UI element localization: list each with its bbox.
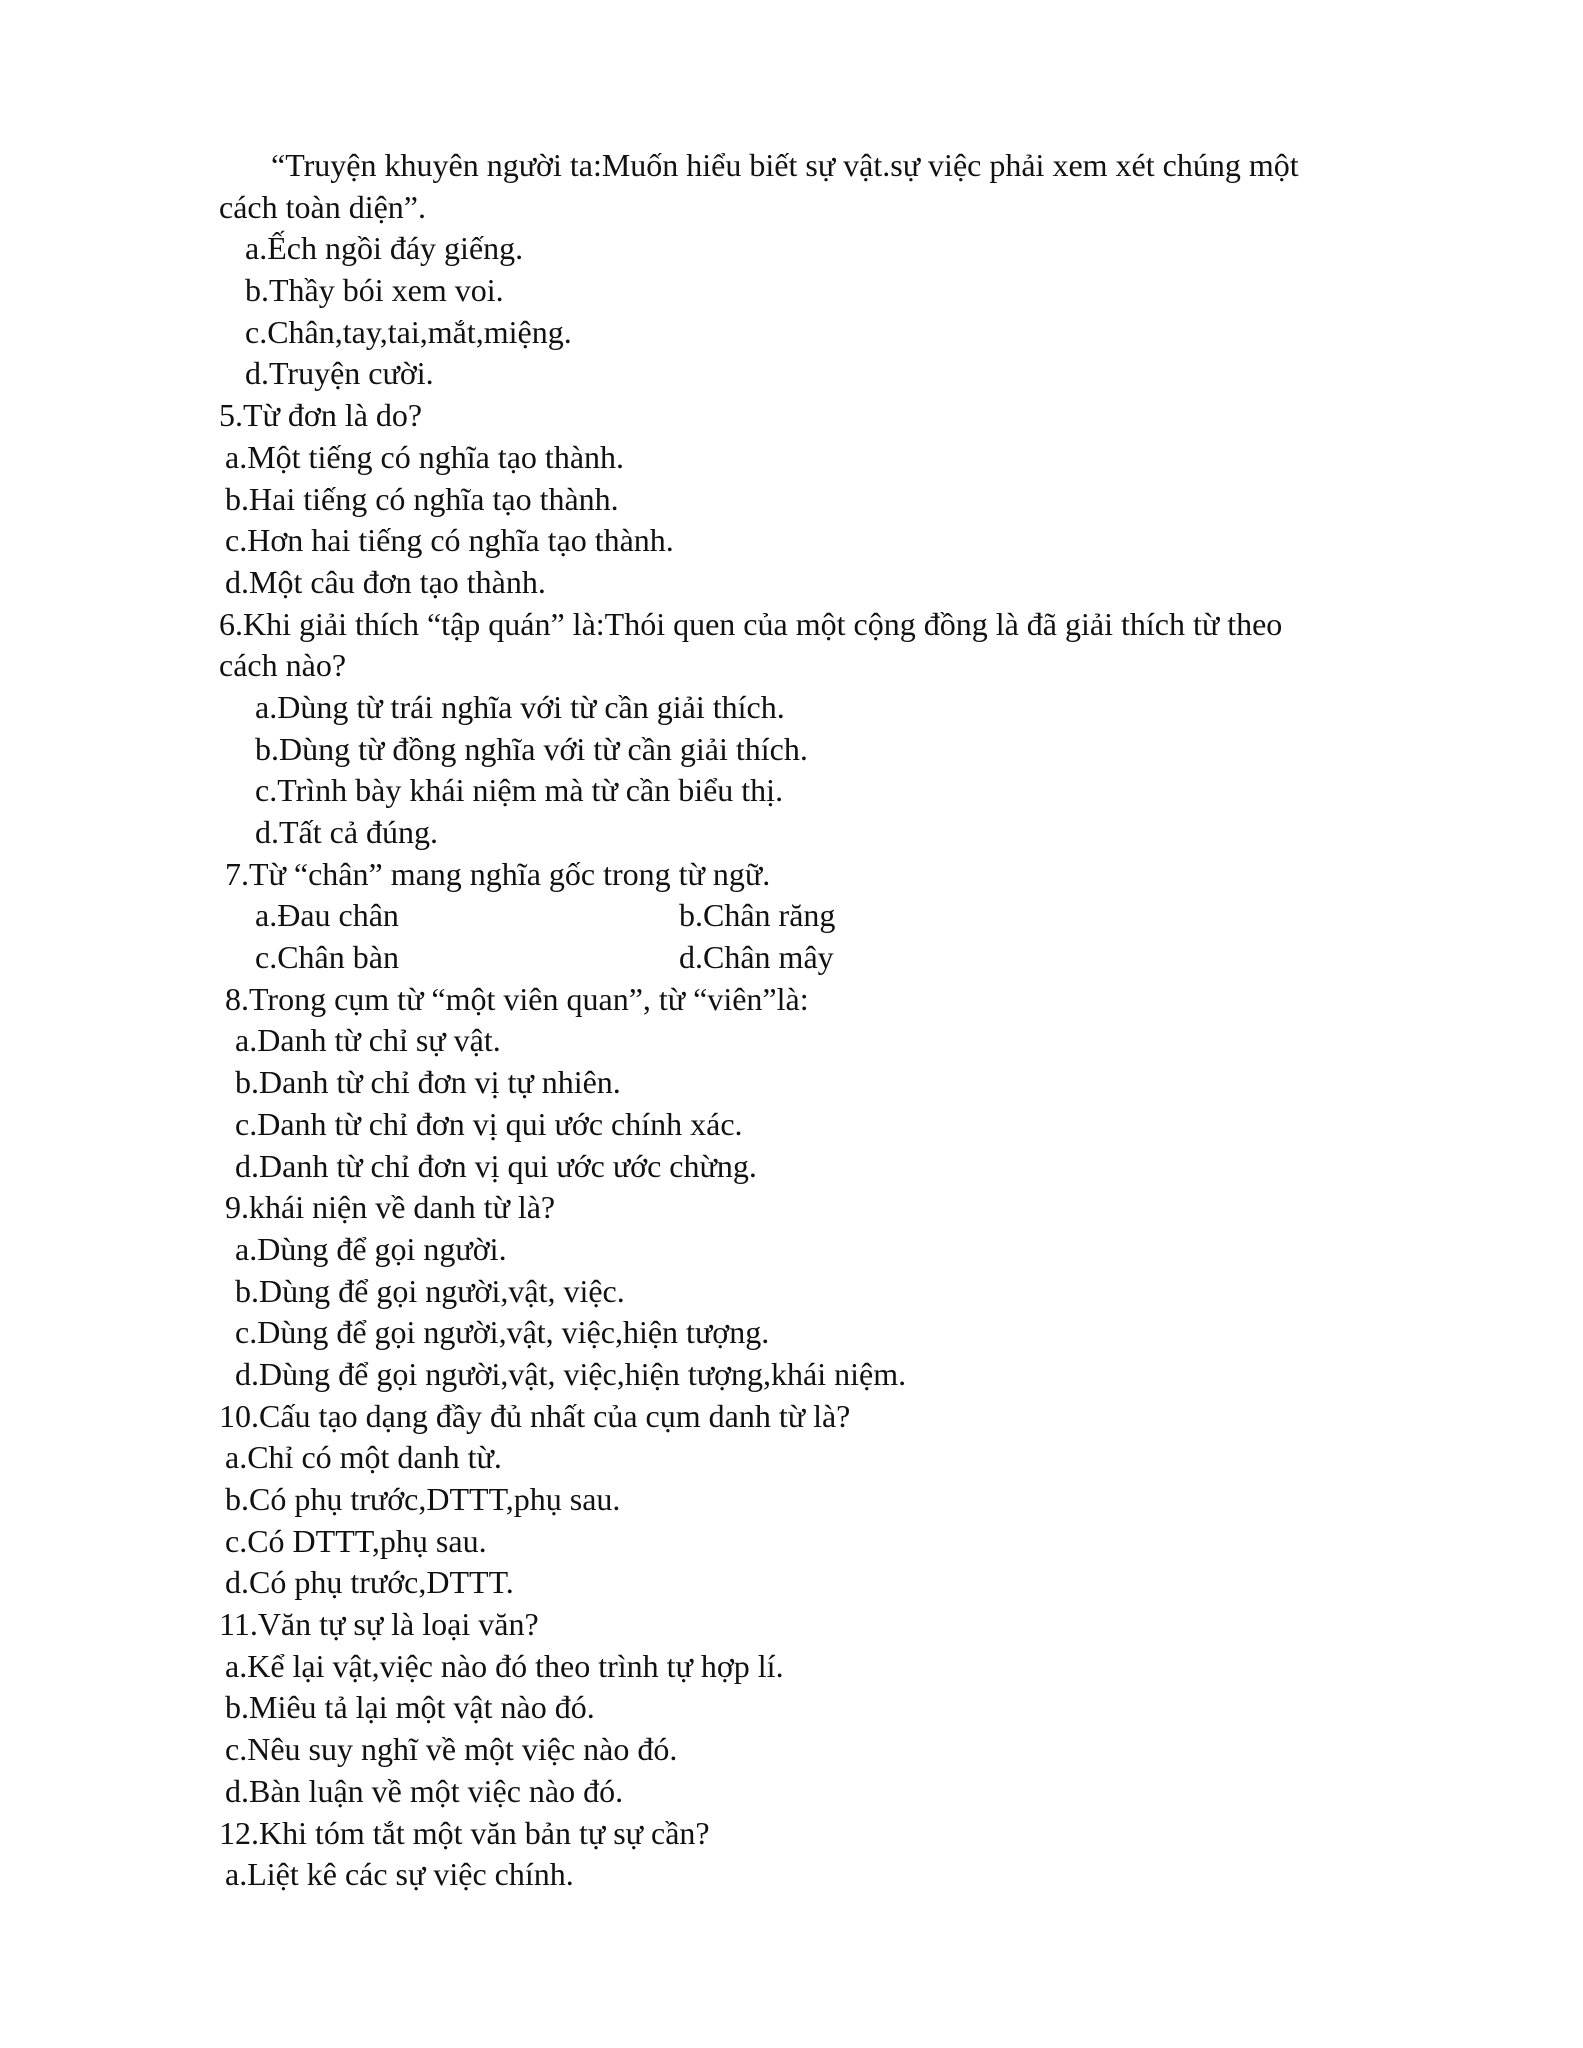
- q5-question: 5.Từ đơn là do?: [219, 397, 423, 434]
- q9-question: 9.khái niện về danh từ là?: [225, 1189, 556, 1226]
- q8-option-c: c.Danh từ chỉ đơn vị qui ước chính xác.: [235, 1105, 743, 1142]
- q5-option-d: d.Một câu đơn tạo thành.: [225, 563, 546, 600]
- q9-option-a: a.Dùng để gọi người.: [235, 1230, 507, 1267]
- q8-option-b: b.Danh từ chỉ đơn vị tự nhiên.: [235, 1064, 621, 1101]
- q9-option-c: c.Dùng để gọi người,vật, việc,hiện tượng.: [235, 1314, 770, 1351]
- q7-question: 7.Từ “chân” mang nghĩa gốc trong từ ngữ.: [225, 855, 771, 892]
- q9-option-b: b.Dùng để gọi người,vật, việc.: [235, 1272, 625, 1309]
- document-content: [219, 145, 1449, 1896]
- q11-option-d: d.Bàn luận về một việc nào đó.: [225, 1772, 624, 1809]
- q6-option-d: d.Tất cả đúng.: [255, 814, 439, 850]
- intro-question-line2: cách toàn diện”.: [219, 188, 426, 225]
- q11-option-b: b.Miêu tả lại một vật nào đó.: [225, 1689, 595, 1726]
- intro-option-d: d.Truyện cười.: [245, 355, 434, 392]
- intro-option-c: c.Chân,tay,tai,mắt,miệng.: [245, 313, 572, 350]
- q7-option-b: b.Chân răng: [679, 897, 836, 934]
- q7-options-row2: [219, 937, 1449, 979]
- q10-option-a: a.Chỉ có một danh từ.: [225, 1439, 502, 1476]
- q10-option-c: c.Có DTTT,phụ sau.: [225, 1522, 487, 1559]
- q12-option-a: a.Liệt kê các sự việc chính.: [225, 1856, 574, 1893]
- q6-option-a: a.Dùng từ trái nghĩa với từ cần giải thích.: [255, 688, 785, 725]
- q12-question: 12.Khi tóm tắt một văn bản tự sự cần?: [219, 1814, 710, 1851]
- q11-option-c: c.Nêu suy nghĩ về một việc nào đó.: [225, 1731, 678, 1768]
- q11-question: 11.Văn tự sự là loại văn?: [219, 1606, 539, 1643]
- q7-option-c: c.Chân bàn: [255, 939, 399, 976]
- q8-option-d: d.Danh từ chỉ đơn vị qui ước ước chừng.: [235, 1147, 757, 1184]
- intro-question-line1: “Truyện khuyên người ta:Muốn hiểu biết sự vật.sự việc phải xem xét chúng một: [271, 147, 1299, 183]
- q11-option-a: a.Kể lại vật,việc nào đó theo trình tự hợp lí.: [225, 1647, 784, 1684]
- q6-option-c: c.Trình bày khái niệm mà từ cần biểu thị.: [255, 772, 784, 809]
- q7-options-row1: [219, 895, 1449, 937]
- q6-question-line2: cách nào?: [219, 647, 347, 684]
- q10-question: 10.Cấu tạo dạng đầy đủ nhất của cụm danh từ là?: [219, 1397, 851, 1434]
- q6-question-line1: 6.Khi giải thích “tập quán” là:Thói quen của một cộng đồng là đã giải thích từ theo: [219, 605, 1283, 642]
- q8-question: 8.Trong cụm từ “một viên quan”, từ “viên”là:: [225, 980, 809, 1017]
- intro-option-a: a.Ếch ngồi đáy giếng.: [245, 230, 524, 267]
- q5-option-a: a.Một tiếng có nghĩa tạo thành.: [225, 438, 625, 475]
- q5-option-c: c.Hơn hai tiếng có nghĩa tạo thành.: [225, 522, 674, 559]
- q5-option-b: b.Hai tiếng có nghĩa tạo thành.: [225, 480, 619, 517]
- intro-option-b: b.Thầy bói xem voi.: [245, 272, 504, 309]
- q8-option-a: a.Danh từ chỉ sự vật.: [235, 1022, 501, 1059]
- q10-option-b: b.Có phụ trước,DTTT,phụ sau.: [225, 1481, 621, 1517]
- q10-option-d: d.Có phụ trước,DTTT.: [225, 1564, 514, 1601]
- q7-option-a: a.Đau chân: [255, 897, 399, 934]
- q9-option-d: d.Dùng để gọi người,vật, việc,hiện tượng,khái niệm.: [235, 1355, 907, 1392]
- q6-option-b: b.Dùng từ đồng nghĩa với từ cần giải thích.: [255, 730, 808, 767]
- q7-option-d: d.Chân mây: [679, 939, 834, 976]
